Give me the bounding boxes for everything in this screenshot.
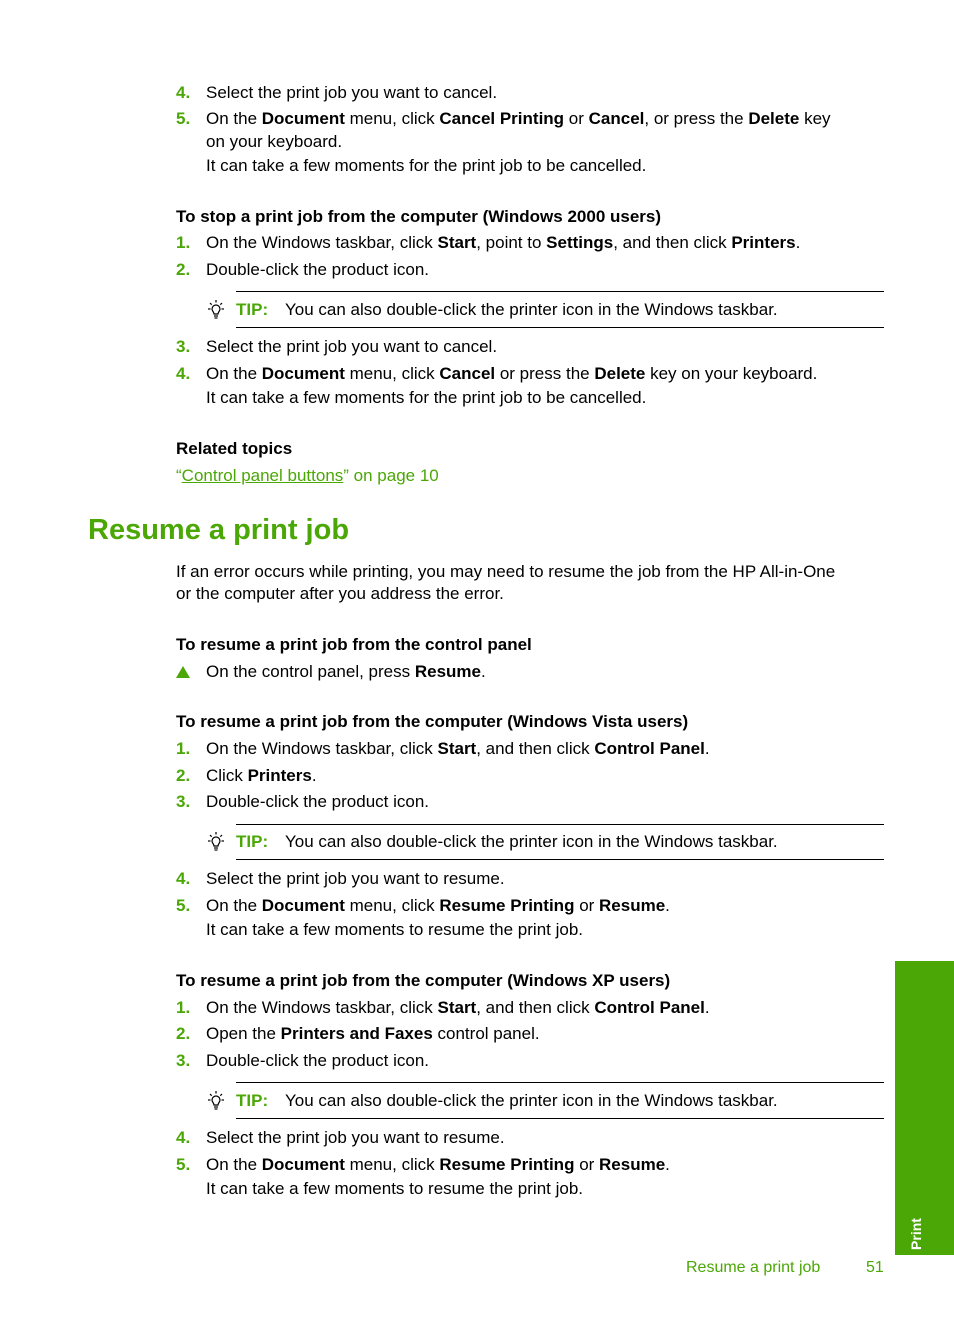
step-text: On the control panel, press Resume. <box>206 662 486 681</box>
footer-section-title: Resume a print job <box>686 1259 821 1276</box>
lightbulb-icon <box>205 299 227 321</box>
tip-text: You can also double-click the printer icon in the Windows taskbar. <box>285 832 778 851</box>
step-number: 1. <box>176 998 191 1017</box>
tip-bottom-rule <box>236 1118 884 1119</box>
procedure-heading: To stop a print job from the computer (Windows 2000 users) <box>176 207 662 226</box>
chapter-side-tab <box>895 961 954 1255</box>
triangle-bullet-icon <box>176 666 190 678</box>
step-text: On the Windows taskbar, click Start, and then click Control Panel. <box>206 998 710 1017</box>
footer-page-number: 51 <box>866 1259 884 1276</box>
tip-label: TIP: <box>236 300 269 319</box>
related-topic-item: “Control panel buttons” on page 10 <box>176 466 439 485</box>
step-text: Open the Printers and Faxes control panel. <box>206 1024 540 1043</box>
step-text-continued: on your keyboard. <box>206 132 343 151</box>
step-number: 3. <box>176 1051 191 1070</box>
step-note: It can take a few moments for the print job to be cancelled. <box>206 156 647 175</box>
step-number: 4. <box>176 364 191 383</box>
step-number: 2. <box>176 766 191 785</box>
step-number: 4. <box>176 83 191 102</box>
step-number: 3. <box>176 792 191 811</box>
step-text: Click Printers. <box>206 766 317 785</box>
step-number: 5. <box>176 896 191 915</box>
step-text: Double-click the product icon. <box>206 792 430 811</box>
tip-text: You can also double-click the printer icon in the Windows taskbar. <box>285 300 778 319</box>
step-text: Select the print job you want to cancel. <box>206 83 498 102</box>
tip-text: You can also double-click the printer icon in the Windows taskbar. <box>285 1091 778 1110</box>
tip-top-rule <box>236 824 884 825</box>
procedure-heading: To resume a print job from the control panel <box>176 635 532 654</box>
step-text: On the Document menu, click Cancel Printing or Cancel, or press the Delete key <box>206 109 831 128</box>
chapter-side-tab-label-wrap <box>900 1218 924 1250</box>
step-number: 1. <box>176 739 191 758</box>
step-text: On the Windows taskbar, click Start, and then click Control Panel. <box>206 739 710 758</box>
lightbulb-icon <box>205 1090 227 1112</box>
step-number: 1. <box>176 233 191 252</box>
step-note: It can take a few moments to resume the print job. <box>206 1179 584 1198</box>
step-text: Double-click the product icon. <box>206 260 430 279</box>
step-number: 4. <box>176 869 191 888</box>
step-number: 5. <box>176 1155 191 1174</box>
tip-label: TIP: <box>236 1091 269 1110</box>
lightbulb-icon <box>205 831 227 853</box>
tip-bottom-rule <box>236 859 884 860</box>
step-number: 2. <box>176 1024 191 1043</box>
step-number: 4. <box>176 1128 191 1147</box>
intro-paragraph-line: If an error occurs while printing, you may need to resume the job from the HP All-in-One <box>176 562 836 581</box>
step-text: Double-click the product icon. <box>206 1051 430 1070</box>
step-text: Select the print job you want to resume. <box>206 869 505 888</box>
step-text: Select the print job you want to resume. <box>206 1128 505 1147</box>
step-note: It can take a few moments for the print job to be cancelled. <box>206 388 647 407</box>
procedure-heading: To resume a print job from the computer (Windows Vista users) <box>176 712 689 731</box>
tip-top-rule <box>236 1082 884 1083</box>
step-number: 5. <box>176 109 191 128</box>
procedure-heading: To resume a print job from the computer (Windows XP users) <box>176 971 671 990</box>
related-topics-heading: Related topics <box>176 439 293 458</box>
step-text: On the Windows taskbar, click Start, point to Settings, and then click Printers. <box>206 233 801 252</box>
tip-label: TIP: <box>236 832 269 851</box>
step-text: On the Document menu, click Resume Printing or Resume. <box>206 896 670 915</box>
related-topic-link[interactable]: Control panel buttons <box>181 466 344 485</box>
step-number: 2. <box>176 260 191 279</box>
step-number: 3. <box>176 337 191 356</box>
step-text: On the Document menu, click Resume Printing or Resume. <box>206 1155 670 1174</box>
section-title: Resume a print job <box>88 514 350 546</box>
intro-paragraph-line: or the computer after you address the error. <box>176 584 504 603</box>
step-note: It can take a few moments to resume the print job. <box>206 920 584 939</box>
tip-bottom-rule <box>236 327 884 328</box>
chapter-side-tab-label: Print <box>907 1218 924 1250</box>
step-text: Select the print job you want to cancel. <box>206 337 498 356</box>
tip-top-rule <box>236 291 884 292</box>
step-text: On the Document menu, click Cancel or press the Delete key on your keyboard. <box>206 364 818 383</box>
